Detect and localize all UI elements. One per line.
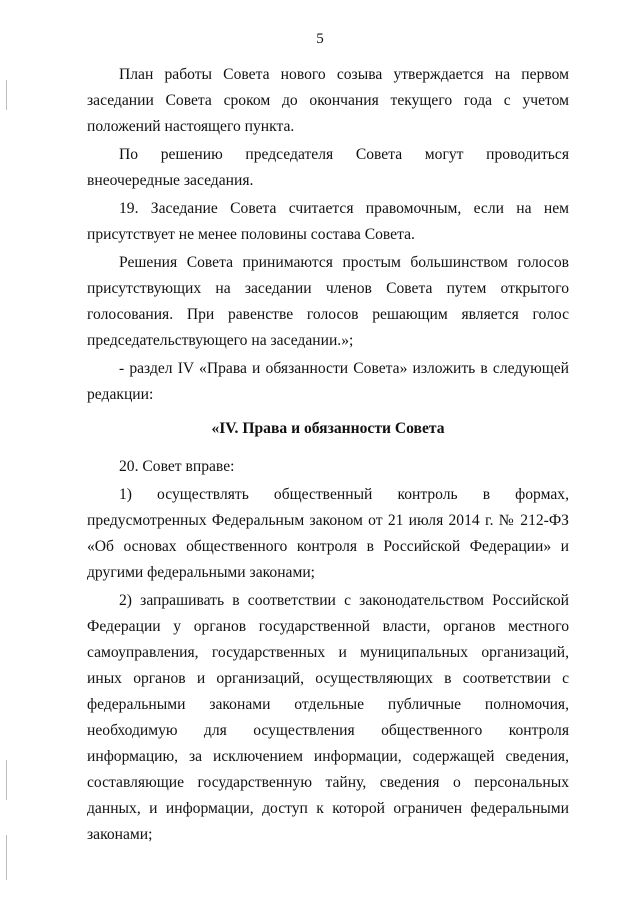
scan-margin-mark bbox=[6, 760, 7, 800]
section-heading: «IV. Права и обязанности Совета bbox=[211, 420, 445, 437]
paragraph-subitem-2: 2) запрашивать в соответствии с законодательством Российской Федерации у органов государственной власти, органов местного самоуправления, государственных и муниципальных организаций, иных органов и организаций, осуществляющих в соответствии с федеральными законами отдельные публичные полномочия, необходимую для осуществления общественного контроля информацию, за исключением информации, содержащей сведения, составляющие государственную тайну, сведения о персональных данных, и информации, доступ к которой ограничен федеральными законами; bbox=[87, 592, 569, 843]
paragraph-subitem-1: 1) осуществлять общественный контроль в формах, предусмотренных Федеральным законом от 21 июля 2014 г. № 212-ФЗ «Об основах общественного контроля в Российской Федерации» и другими федеральными законами; bbox=[87, 486, 569, 581]
paragraph-item-20: 20. Совет вправе: bbox=[119, 458, 235, 475]
paragraph-decisions: Решения Совета принимаются простым большинством голосов присутствующих на заседании членов Совета путем открытого голосования. При равенстве голосов решающим является голос председательствующего на заседании.»; bbox=[87, 254, 569, 349]
document-body bbox=[87, 62, 569, 848]
paragraph-section-iv-amendment: - раздел IV «Права и обязанности Совета» изложить в следующей редакции: bbox=[87, 360, 569, 403]
paragraph-item-19: 19. Заседание Совета считается правомочным, если на нем присутствует не менее половины состава Совета. bbox=[87, 200, 569, 243]
page-number: 5 bbox=[316, 31, 324, 47]
paragraph-council-plan: План работы Совета нового созыва утверждается на первом заседании Совета сроком до окончания текущего года с учетом положений настоящего пункта. bbox=[87, 66, 569, 135]
scan-margin-mark bbox=[6, 835, 7, 880]
paragraph-extraordinary-meetings: По решению председателя Совета могут проводиться внеочередные заседания. bbox=[87, 146, 569, 189]
scan-margin-mark bbox=[6, 80, 7, 110]
